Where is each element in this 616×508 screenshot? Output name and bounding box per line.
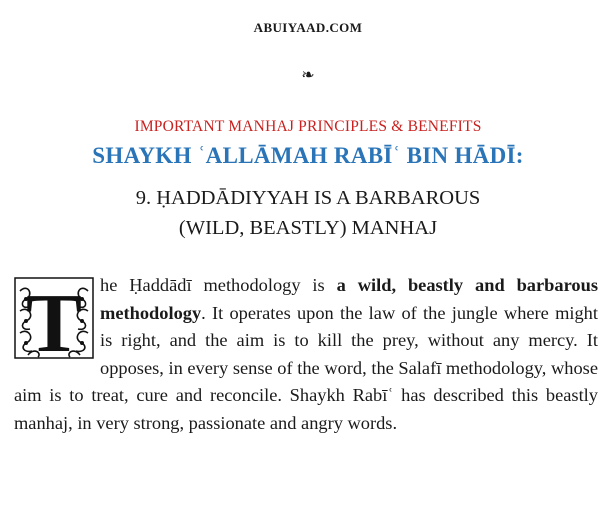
article-body: [14, 272, 598, 438]
series-kicker: IMPORTANT MANHAJ PRINCIPLES & BENEFITS: [134, 118, 482, 135]
body-text-start: he Ḥaddādī methodology is: [100, 275, 337, 295]
page-title: SHAYKH ʿALLĀMAH RABĪʿ BIN HĀDĪ:: [92, 143, 524, 168]
site-name: ABUIYAAD.COM: [253, 20, 363, 35]
article-heading: [0, 183, 616, 243]
dropcap-letter-icon: [14, 277, 94, 359]
dropcap-letter: T: [25, 277, 83, 359]
body-text-emphasis: a wild, beastly and barbarous methodology: [100, 275, 598, 323]
body-text-rest: . It operates upon the law of the jungle where might is right, and the aim is to kill the prey, without any mercy. It opposes, in every sense of the word, the Salafī methodology, whose aim is to treat, cure and reconcile. Shaykh Rabīʿ has described this beastly manhaj, in very strong, passionate and angry words.: [14, 302, 598, 433]
heading-line-1: 9. ḤADDĀDIYYAH IS A BARBAROUS: [135, 187, 481, 209]
fleuron-icon: ❧: [301, 67, 315, 84]
heading-line-2: (WILD, BEASTLY) MANHAJ: [178, 217, 438, 239]
dropcap-ornament: [14, 277, 94, 359]
